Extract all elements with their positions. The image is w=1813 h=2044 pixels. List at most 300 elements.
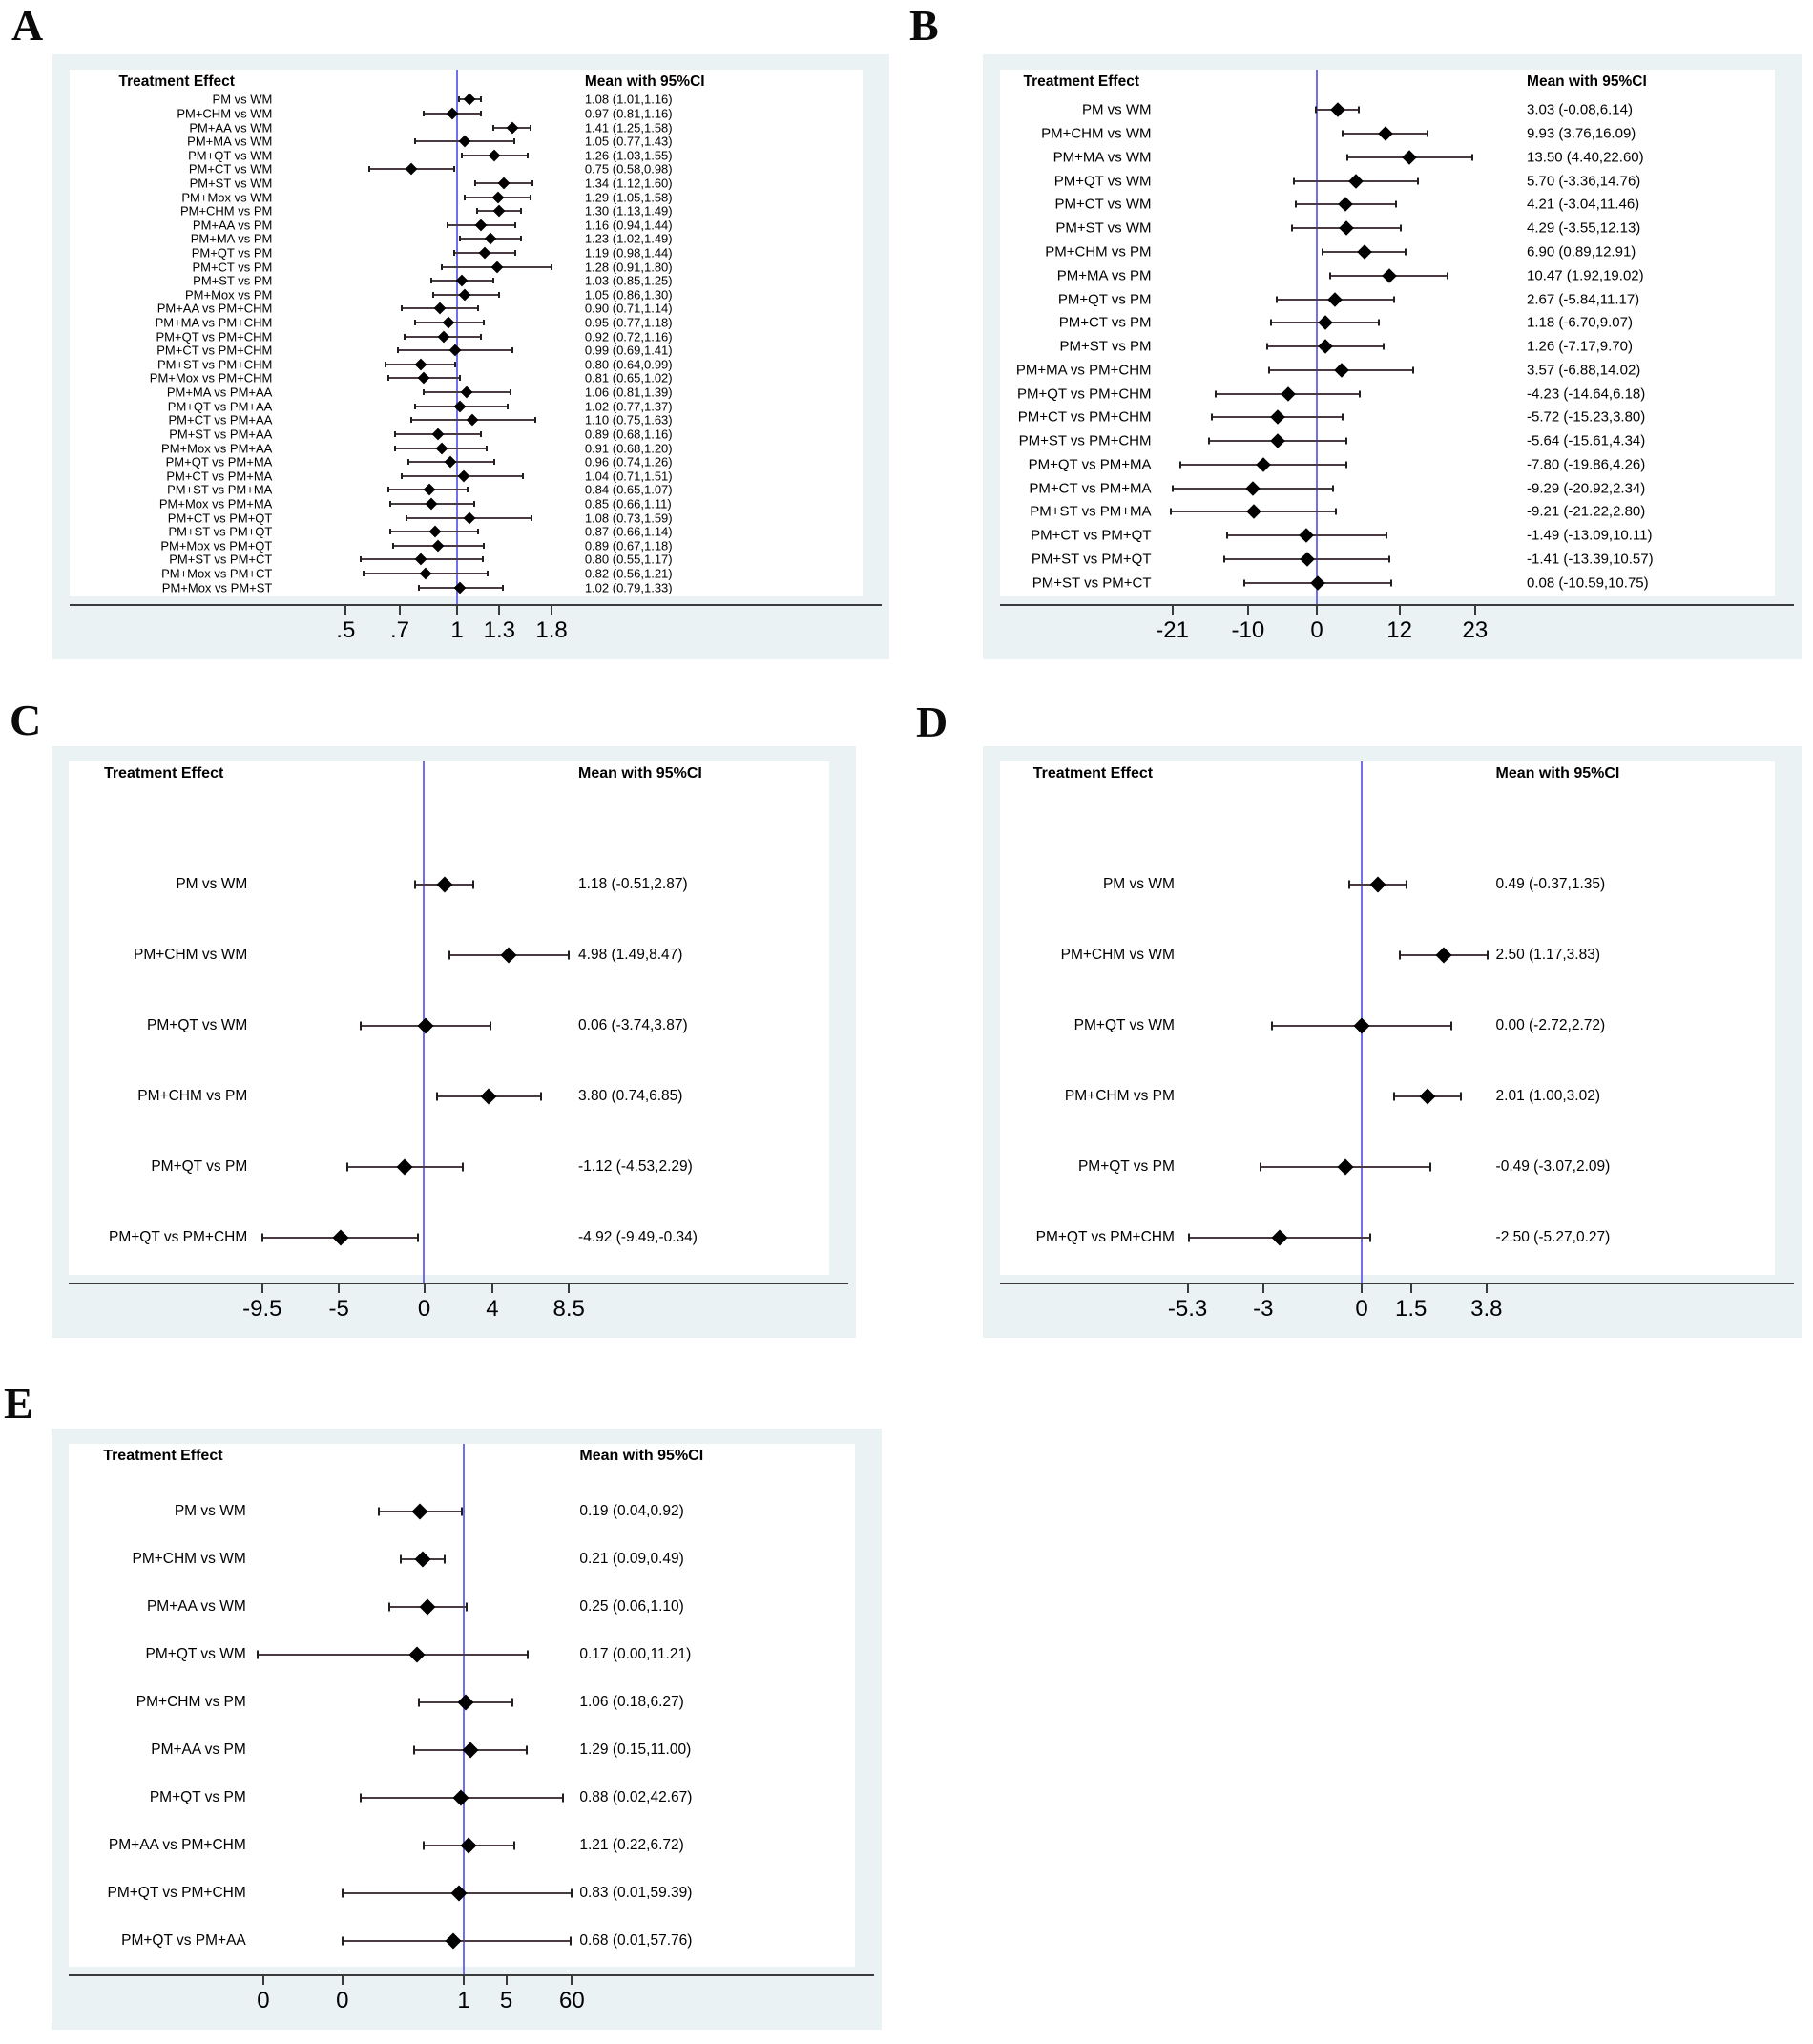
ci-plot bbox=[1163, 358, 1520, 382]
mean-diamond bbox=[1300, 528, 1315, 543]
ci-plot bbox=[258, 1631, 573, 1679]
axis-tick-label: 0 bbox=[336, 1988, 349, 2013]
column-header-right: Mean with 95%CI bbox=[579, 1448, 704, 1464]
ci-cap-right bbox=[568, 951, 570, 960]
axis-tick bbox=[342, 1976, 344, 1985]
ci-plot bbox=[1163, 548, 1520, 572]
mean-diamond bbox=[1378, 126, 1393, 141]
row-label: PM+CT vs PM+QT bbox=[1031, 527, 1152, 544]
row-label: PM+ST vs PM+CHM bbox=[156, 357, 273, 372]
axis-tick bbox=[338, 1284, 340, 1293]
ci-cap-left bbox=[387, 487, 389, 492]
ci-plot bbox=[258, 1488, 573, 1535]
ci-plot bbox=[283, 371, 576, 386]
forest-row bbox=[1000, 217, 1775, 240]
ci-cap-right bbox=[1429, 1163, 1431, 1172]
ci-text: -1.41 (-13.39,10.57) bbox=[1527, 551, 1654, 568]
ci-text: 4.21 (-3.04,11.46) bbox=[1527, 196, 1640, 213]
ci-cap-right bbox=[444, 1555, 446, 1564]
row-label: PM+AA vs WM bbox=[146, 1598, 246, 1615]
mean-diamond bbox=[1328, 292, 1344, 307]
mean-diamond bbox=[1354, 1018, 1370, 1034]
ci-cap-right bbox=[1390, 579, 1392, 586]
axis-tick-label: 3.8 bbox=[1470, 1296, 1503, 1322]
ci-cap-right bbox=[1395, 201, 1397, 208]
ci-cap-left bbox=[385, 362, 386, 367]
forest-row bbox=[1000, 920, 1775, 991]
ci-cap-left bbox=[368, 166, 370, 172]
ci-plot bbox=[283, 120, 576, 135]
ci-cap-right bbox=[510, 389, 511, 395]
ci-cap-right bbox=[487, 571, 489, 576]
mean-diamond bbox=[454, 581, 467, 594]
ci-cap-left bbox=[342, 1937, 344, 1946]
ci-cap-left bbox=[414, 404, 416, 409]
ci-cap-left bbox=[1293, 177, 1295, 184]
axis-tick bbox=[1247, 606, 1249, 615]
axis-tick bbox=[568, 1284, 570, 1293]
ci-cap-right bbox=[1417, 177, 1419, 184]
ci-text: 1.30 (1.13,1.49) bbox=[584, 203, 673, 219]
mean-diamond bbox=[425, 498, 437, 511]
forest-row bbox=[69, 1488, 855, 1535]
ci-text: 0.90 (0.71,1.14) bbox=[584, 301, 673, 316]
ci-cap-right bbox=[483, 320, 485, 325]
rows-container bbox=[1000, 94, 1775, 594]
ci-plot bbox=[283, 428, 576, 442]
ci-cap-right bbox=[492, 278, 494, 283]
ci-cap-left bbox=[360, 556, 362, 562]
ci-text: -2.50 (-5.27,0.27) bbox=[1495, 1229, 1611, 1245]
axis-tick bbox=[1474, 606, 1476, 615]
mean-diamond bbox=[464, 511, 476, 524]
ci-text: 0.87 (0.66,1.14) bbox=[584, 524, 673, 539]
ci-text: 0.80 (0.55,1.17) bbox=[584, 552, 673, 567]
axis-tick-label: 1.3 bbox=[483, 617, 515, 643]
ci-cap-left bbox=[1215, 390, 1217, 397]
ci-text: 1.06 (0.81,1.39) bbox=[584, 385, 673, 400]
ci-plot bbox=[1186, 1061, 1489, 1132]
mean-diamond bbox=[1339, 220, 1354, 236]
ci-text: 1.16 (0.94,1.44) bbox=[584, 218, 673, 233]
ci-text: -5.72 (-15.23,3.80) bbox=[1527, 408, 1646, 426]
mean-diamond bbox=[1339, 198, 1354, 213]
ci-cap-left bbox=[476, 208, 478, 214]
forest-row bbox=[1000, 335, 1775, 359]
ci-cap-right bbox=[1345, 438, 1347, 445]
ci-text: 1.18 (-6.70,9.07) bbox=[1527, 314, 1633, 331]
row-label: PM+QT vs WM bbox=[145, 1646, 246, 1662]
ci-cap-right bbox=[490, 1022, 491, 1031]
ci-cap-right bbox=[520, 208, 522, 214]
row-label: PM+MA vs PM bbox=[1056, 267, 1152, 284]
forest-row bbox=[69, 1132, 829, 1202]
ci-cap-left bbox=[407, 459, 409, 465]
ci-cap-left bbox=[406, 515, 407, 521]
ci-plot bbox=[1163, 240, 1520, 264]
forest-row bbox=[70, 316, 863, 330]
mean-diamond bbox=[1310, 575, 1325, 591]
ci-cap-left bbox=[414, 138, 416, 144]
row-label: PM+CHM vs PM bbox=[1064, 1088, 1175, 1104]
mean-diamond bbox=[409, 1647, 426, 1663]
column-header-right: Mean with 95%CI bbox=[1527, 73, 1647, 90]
ci-text: 2.50 (1.17,3.83) bbox=[1495, 947, 1600, 963]
forest-row bbox=[70, 218, 863, 232]
ci-cap-right bbox=[1405, 248, 1407, 255]
axis-tick bbox=[399, 606, 401, 615]
forest-row bbox=[70, 553, 863, 567]
ci-cap-right bbox=[527, 153, 529, 158]
axis-tick-label: 4 bbox=[486, 1296, 499, 1322]
ci-text: -0.49 (-3.07,2.09) bbox=[1495, 1158, 1611, 1175]
forest-row bbox=[70, 511, 863, 525]
ci-cap-right bbox=[462, 1163, 464, 1172]
ci-cap-left bbox=[1322, 248, 1323, 255]
ci-cap-right bbox=[1386, 532, 1387, 539]
ci-cap-right bbox=[1358, 107, 1360, 114]
axis-tick bbox=[1410, 1284, 1412, 1293]
ci-text: 1.28 (0.91,1.80) bbox=[584, 260, 673, 275]
axis-tick-label: 0 bbox=[1310, 617, 1323, 643]
mean-diamond bbox=[405, 163, 417, 176]
mean-diamond bbox=[1245, 481, 1261, 496]
forest-row bbox=[1000, 311, 1775, 335]
mean-diamond bbox=[461, 1838, 477, 1854]
forest-row bbox=[1000, 548, 1775, 572]
ci-cap-right bbox=[477, 529, 479, 534]
ci-text: 2.67 (-5.84,11.17) bbox=[1527, 291, 1640, 307]
ci-cap-right bbox=[1400, 225, 1402, 232]
mean-diamond bbox=[432, 428, 445, 441]
ci-cap-left bbox=[1260, 1163, 1261, 1172]
mean-diamond bbox=[397, 1159, 413, 1176]
forest-row bbox=[69, 1583, 855, 1631]
ci-cap-right bbox=[1460, 1093, 1462, 1101]
mean-diamond bbox=[1369, 877, 1386, 893]
ci-text: 0.91 (0.68,1.20) bbox=[584, 441, 673, 456]
axis-tick-label: 1 bbox=[450, 617, 464, 643]
ci-plot bbox=[283, 580, 576, 594]
panel-C bbox=[52, 746, 856, 1338]
ci-text: -1.12 (-4.53,2.29) bbox=[578, 1158, 693, 1175]
forest-row bbox=[70, 441, 863, 455]
mean-diamond bbox=[501, 948, 517, 964]
row-label: PM+QT vs PM bbox=[151, 1158, 248, 1175]
mean-diamond bbox=[507, 121, 519, 134]
ci-plot bbox=[259, 1061, 571, 1132]
ci-text: 0.00 (-2.72,2.72) bbox=[1495, 1017, 1606, 1033]
row-label: PM vs WM bbox=[176, 876, 248, 892]
ci-plot bbox=[283, 539, 576, 553]
ci-plot bbox=[283, 497, 576, 511]
mean-diamond bbox=[1271, 433, 1286, 448]
ci-plot bbox=[258, 1869, 573, 1917]
ci-plot bbox=[258, 1535, 573, 1583]
axis-tick-label: 0 bbox=[1355, 1296, 1368, 1322]
ci-plot bbox=[1163, 217, 1520, 240]
ci-cap-left bbox=[1291, 225, 1293, 232]
x-axis-line bbox=[1000, 604, 1794, 606]
ci-cap-right bbox=[1487, 951, 1489, 960]
ci-cap-right bbox=[513, 138, 515, 144]
ci-text: 1.26 (1.03,1.55) bbox=[584, 148, 673, 163]
ci-plot bbox=[1163, 193, 1520, 217]
mean-diamond bbox=[479, 247, 491, 260]
forest-row bbox=[1000, 429, 1775, 453]
mean-diamond bbox=[464, 94, 476, 106]
forest-row bbox=[70, 399, 863, 413]
mean-diamond bbox=[452, 1790, 469, 1806]
ci-cap-left bbox=[464, 195, 466, 200]
forest-row bbox=[70, 232, 863, 246]
mean-diamond bbox=[436, 877, 452, 893]
ci-plot bbox=[1163, 476, 1520, 500]
ci-cap-left bbox=[1348, 881, 1350, 889]
ci-cap-left bbox=[1329, 272, 1331, 279]
axis-tick bbox=[1486, 1284, 1488, 1293]
row-label: PM+QT vs PM+MA bbox=[165, 454, 273, 469]
ci-cap-right bbox=[507, 404, 509, 409]
row-label: PM+AA vs PM+CHM bbox=[108, 1837, 246, 1853]
ci-text: 0.88 (0.02,42.67) bbox=[579, 1789, 693, 1805]
mean-diamond bbox=[481, 1089, 497, 1105]
forest-row bbox=[69, 1535, 855, 1583]
ci-text: 13.50 (4.40,22.60) bbox=[1527, 149, 1644, 166]
ci-text: 0.49 (-0.37,1.35) bbox=[1495, 876, 1606, 892]
ci-text: 0.96 (0.74,1.26) bbox=[584, 454, 673, 469]
ci-text: 0.81 (0.65,1.02) bbox=[584, 370, 673, 386]
ci-plot bbox=[258, 1774, 573, 1822]
row-label: PM+ST vs WM bbox=[1055, 219, 1152, 237]
panel-letter-B: B bbox=[909, 1, 939, 50]
ci-plot bbox=[1163, 429, 1520, 453]
forest-row bbox=[70, 135, 863, 149]
ci-text: -1.49 (-13.09,10.11) bbox=[1527, 527, 1653, 544]
ci-cap-right bbox=[483, 543, 485, 549]
row-label: PM+ST vs PM+AA bbox=[169, 427, 273, 442]
ci-plot bbox=[283, 148, 576, 162]
forest-row bbox=[69, 1774, 855, 1822]
ci-text: -9.29 (-20.92,2.34) bbox=[1527, 480, 1646, 497]
ci-text: 1.08 (0.73,1.59) bbox=[584, 511, 673, 526]
ci-cap-right bbox=[511, 347, 513, 353]
ci-plot bbox=[283, 190, 576, 204]
ci-cap-left bbox=[346, 1163, 348, 1172]
ci-text: -4.92 (-9.49,-0.34) bbox=[578, 1229, 698, 1245]
row-label: PM+CT vs PM+CHM bbox=[1017, 408, 1152, 426]
ci-cap-right bbox=[417, 1234, 419, 1242]
ci-text: 3.03 (-0.08,6.14) bbox=[1527, 101, 1633, 118]
ci-cap-left bbox=[363, 571, 365, 576]
ci-text: 1.19 (0.98,1.44) bbox=[584, 245, 673, 261]
row-label: PM+QT vs PM+CHM bbox=[156, 329, 273, 344]
column-header-right: Mean with 95%CI bbox=[584, 73, 705, 90]
ci-text: 1.05 (0.77,1.43) bbox=[584, 134, 673, 149]
mean-diamond bbox=[428, 526, 441, 538]
ci-text: 0.08 (-10.59,10.75) bbox=[1527, 574, 1649, 592]
ci-cap-right bbox=[530, 125, 531, 131]
ci-cap-right bbox=[482, 556, 484, 562]
ci-cap-left bbox=[1223, 555, 1225, 562]
ci-plot bbox=[283, 302, 576, 316]
ci-plot bbox=[1163, 287, 1520, 311]
ci-cap-right bbox=[511, 1699, 513, 1707]
ci-cap-left bbox=[261, 1234, 263, 1242]
ci-text: 3.57 (-6.88,14.02) bbox=[1527, 362, 1641, 379]
forest-row bbox=[1000, 1061, 1775, 1132]
row-label: PM+ST vs PM+MA bbox=[167, 482, 273, 497]
panel-letter-D: D bbox=[916, 698, 948, 746]
row-label: PM+ST vs PM+CT bbox=[1032, 574, 1152, 592]
forest-row bbox=[1000, 452, 1775, 476]
ci-cap-right bbox=[534, 417, 536, 423]
mean-diamond bbox=[489, 149, 501, 161]
ci-text: 0.89 (0.67,1.18) bbox=[584, 538, 673, 553]
ci-cap-right bbox=[522, 473, 524, 479]
ci-text: 1.23 (1.02,1.49) bbox=[584, 231, 673, 246]
forest-row bbox=[1000, 263, 1775, 287]
ci-cap-left bbox=[1342, 131, 1344, 137]
ci-cap-left bbox=[401, 305, 403, 311]
forest-row bbox=[70, 344, 863, 358]
ci-plot bbox=[283, 329, 576, 344]
mean-diamond bbox=[457, 1695, 473, 1711]
forest-row bbox=[70, 148, 863, 162]
forest-row bbox=[70, 177, 863, 191]
forest-row bbox=[1000, 358, 1775, 382]
mean-diamond bbox=[475, 219, 488, 231]
ci-cap-right bbox=[1378, 320, 1380, 326]
row-label: PM+Mox vs PM bbox=[184, 287, 273, 302]
rows-container bbox=[70, 93, 863, 594]
ci-text: 0.68 (0.01,57.76) bbox=[579, 1932, 693, 1949]
mean-diamond bbox=[414, 1552, 430, 1568]
axis-tick bbox=[491, 1284, 493, 1293]
axis-tick-label: -5.3 bbox=[1167, 1296, 1208, 1322]
ci-cap-right bbox=[562, 1794, 564, 1803]
ci-cap-right bbox=[514, 222, 516, 228]
ci-cap-left bbox=[432, 292, 434, 298]
ci-text: 2.01 (1.00,3.02) bbox=[1495, 1088, 1600, 1104]
ci-cap-right bbox=[570, 1937, 572, 1946]
mean-diamond bbox=[498, 177, 511, 190]
ci-text: 1.03 (0.85,1.25) bbox=[584, 273, 673, 288]
ci-cap-left bbox=[423, 1842, 425, 1850]
x-axis-line bbox=[69, 1974, 874, 1976]
forest-row bbox=[1000, 122, 1775, 146]
ci-text: 4.98 (1.49,8.47) bbox=[578, 947, 683, 963]
row-label: PM+CHM vs WM bbox=[132, 1551, 246, 1567]
ci-plot bbox=[283, 441, 576, 455]
row-label: PM+QT vs PM+CHM bbox=[108, 1229, 248, 1245]
forest-row bbox=[70, 371, 863, 386]
mean-diamond bbox=[492, 191, 505, 203]
ci-plot bbox=[1186, 920, 1489, 991]
mean-diamond bbox=[1246, 505, 1261, 520]
ci-cap-right bbox=[453, 166, 455, 172]
ci-plot bbox=[283, 204, 576, 219]
ci-cap-right bbox=[571, 1889, 573, 1898]
ci-plot bbox=[1163, 335, 1520, 359]
ci-text: 0.25 (0.06,1.10) bbox=[579, 1598, 684, 1615]
ci-text: 0.97 (0.81,1.16) bbox=[584, 106, 673, 121]
ci-text: 0.95 (0.77,1.18) bbox=[584, 315, 673, 330]
ci-text: -4.23 (-14.64,6.18) bbox=[1527, 386, 1646, 403]
ci-plot bbox=[283, 525, 576, 539]
axis-tick bbox=[1399, 606, 1401, 615]
ci-text: 1.06 (0.18,6.27) bbox=[579, 1694, 684, 1710]
row-label: PM+Mox vs PM+AA bbox=[161, 441, 273, 456]
mean-diamond bbox=[446, 1933, 462, 1950]
ci-plot bbox=[1163, 169, 1520, 193]
ci-cap-left bbox=[401, 473, 403, 479]
ci-text: 1.29 (0.15,11.00) bbox=[579, 1742, 692, 1758]
forest-row bbox=[69, 1679, 855, 1726]
forest-row bbox=[70, 204, 863, 219]
forest-row bbox=[1000, 476, 1775, 500]
ci-text: 0.17 (0.00,11.21) bbox=[579, 1646, 692, 1662]
axis-tick-label: 5 bbox=[499, 1988, 513, 2013]
ci-cap-right bbox=[1388, 555, 1390, 562]
mean-diamond bbox=[443, 317, 455, 329]
mean-diamond bbox=[419, 1599, 435, 1616]
ci-cap-left bbox=[378, 1508, 380, 1516]
row-label: PM+AA vs PM bbox=[192, 218, 273, 233]
ci-cap-right bbox=[1383, 344, 1385, 350]
mean-diamond bbox=[415, 553, 427, 566]
row-label: PM+AA vs WM bbox=[189, 120, 273, 136]
row-label: PM+CHM vs PM bbox=[135, 1694, 246, 1710]
row-label: PM+QT vs PM+MA bbox=[1028, 456, 1152, 473]
column-header-left: Treatment Effect bbox=[1023, 73, 1139, 90]
ci-cap-left bbox=[397, 347, 399, 353]
axis-tick-label: 0 bbox=[417, 1296, 431, 1322]
ci-plot bbox=[1163, 98, 1520, 122]
ci-plot bbox=[1163, 524, 1520, 548]
ci-cap-left bbox=[360, 1794, 362, 1803]
forest-row bbox=[1000, 500, 1775, 524]
mean-diamond bbox=[1382, 268, 1397, 283]
row-label: PM+CT vs PM+CHM bbox=[156, 343, 273, 358]
ci-plot bbox=[283, 483, 576, 497]
axis-tick bbox=[262, 1976, 264, 1985]
mean-diamond bbox=[1256, 457, 1271, 472]
ci-cap-right bbox=[1427, 131, 1428, 137]
mean-diamond bbox=[412, 1504, 428, 1520]
ci-plot bbox=[1186, 991, 1489, 1061]
mean-diamond bbox=[1334, 363, 1349, 378]
ci-cap-left bbox=[392, 543, 394, 549]
forest-row bbox=[70, 246, 863, 261]
ci-cap-right bbox=[480, 111, 482, 116]
ci-text: 10.47 (1.92,19.02) bbox=[1527, 267, 1644, 284]
ci-cap-left bbox=[414, 881, 416, 889]
ci-cap-right bbox=[1335, 509, 1337, 515]
ci-text: 4.29 (-3.55,12.13) bbox=[1527, 219, 1641, 237]
mean-diamond bbox=[1403, 150, 1418, 165]
forest-row bbox=[70, 497, 863, 511]
row-label: PM+CT vs PM+AA bbox=[168, 412, 273, 428]
forest-row bbox=[69, 1631, 855, 1679]
ci-cap-right bbox=[502, 585, 504, 591]
axis-tick bbox=[498, 606, 500, 615]
row-label: PM+CT vs PM+MA bbox=[166, 469, 273, 484]
forest-row bbox=[69, 1061, 829, 1132]
forest-row bbox=[1000, 98, 1775, 122]
mean-diamond bbox=[1330, 103, 1345, 118]
ci-cap-left bbox=[394, 431, 396, 437]
